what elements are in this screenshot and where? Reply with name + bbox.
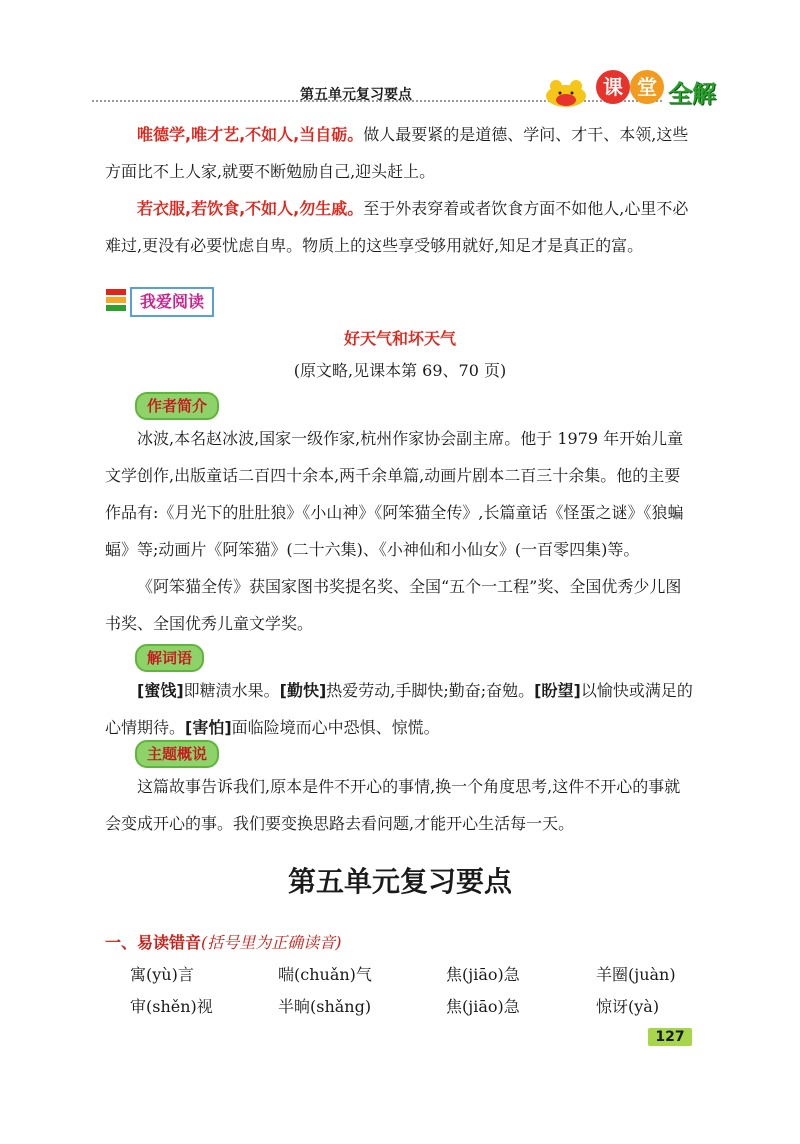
maxim-paragraph-2 [105, 190, 695, 264]
vocab-paragraph [105, 672, 695, 746]
maxim-paragraph-1 [105, 116, 695, 190]
review-subheading-note: (括号里为正确读音) [201, 933, 342, 952]
author-paragraph-2: 《阿笨猫全传》获国家图书奖提名奖、全国“五个一工程”奖、全国优秀少儿图书奖、全国优秀儿童文学奖。 [105, 577, 682, 633]
brand-logo [542, 66, 722, 110]
logo-char-ke: 课 [596, 70, 630, 104]
page-number: 127 [648, 1028, 692, 1046]
theme-tag: 主题概说 [135, 740, 219, 768]
pinyin-item: 羊圈(juàn) [596, 965, 676, 984]
vocab-word: [害怕] [185, 718, 232, 737]
review-subheading-bold: 一、易读错音 [105, 933, 202, 952]
pinyin-item: 喘(chuǎn)气 [278, 965, 372, 984]
vocab-tag-wrap [135, 644, 204, 672]
author-tag-wrap [135, 392, 219, 420]
maxim-highlight-1: 唯德学,唯才艺,不如人,当自砺。 [137, 125, 364, 144]
vocab-word: [盼望] [534, 681, 581, 700]
logo-text-quanjie: 全解 [668, 80, 716, 108]
maxim-text-1: 做人最要紧的是道德、学问、才干、本领,这些方面比不上人家,就要不断勉励自己,迎头赶上。 [105, 125, 689, 181]
reading-section-header [106, 287, 216, 315]
pinyin-item: 焦(jiāo)急 [446, 997, 520, 1016]
pinyin-item: 寓(yù)言 [130, 965, 194, 984]
vocab-def: 以愉快或满足的心情期待。 [105, 681, 693, 737]
vocab-def: 热爱劳动,手脚快;勤奋;奋勉。 [326, 681, 535, 700]
book-stack-icon [106, 289, 126, 313]
pinyin-item: 审(shěn)视 [130, 997, 213, 1016]
story-title: 好天气和坏天气 [343, 329, 456, 348]
vocab-def: 即糖渍水果。 [183, 681, 280, 700]
maxim-text-2: 至于外表穿着或者饮食方面不如他人,心里不必难过,更没有必要忧虑自卑。物质上的这些享受够用就好,知足才是真正的富。 [105, 199, 689, 255]
vocab-tag: 解词语 [135, 644, 204, 672]
running-header-title: 第五单元复习要点 [300, 87, 412, 103]
author-paragraph-1: 冰波,本名赵冰波,国家一级作家,杭州作家协会副主席。他于 1979 年开始儿童文学创作,出版童话二百四十余本,两千余单篇,动画片剧本二百三十余集。他的主要作品有:《月光下的肚肚狼》《小山神》《阿笨猫全传》,长篇童话《怪蛋之谜》《狼蝙蝠》等;动画片《阿笨猫》(二十六集)、《小神仙和小仙女》(一百零四集)等。 [105, 429, 684, 559]
theme-paragraph: 这篇故事告诉我们,原本是件不开心的事情,换一个角度思考,这件不开心的事就会变成开心的事。我们要变换思路去看问题,才能开心生活每一天。 [105, 777, 681, 833]
vocab-def: 面临险境而心中恐惧、惊慌。 [231, 718, 440, 737]
pinyin-item: 惊讶(yà) [596, 997, 660, 1016]
maxim-highlight-2: 若衣服,若饮食,不如人,勿生戚。 [137, 199, 364, 218]
pinyin-item: 半晌(shǎng) [278, 997, 372, 1016]
author-intro-tag: 作者简介 [135, 392, 219, 420]
bear-mascot-icon [542, 74, 590, 108]
vocab-word: [蜜饯] [137, 681, 184, 700]
story-note: (原文略,见课本第 69、70 页) [293, 361, 507, 380]
review-section-title: 第五单元复习要点 [287, 865, 512, 898]
theme-tag-wrap [135, 740, 219, 768]
vocab-word: [勤快] [279, 681, 327, 700]
review-subheading [105, 930, 342, 953]
logo-char-tang: 堂 [630, 70, 664, 104]
reading-section-label: 我爱阅读 [130, 287, 214, 317]
pinyin-item: 焦(jiāo)急 [446, 965, 520, 984]
